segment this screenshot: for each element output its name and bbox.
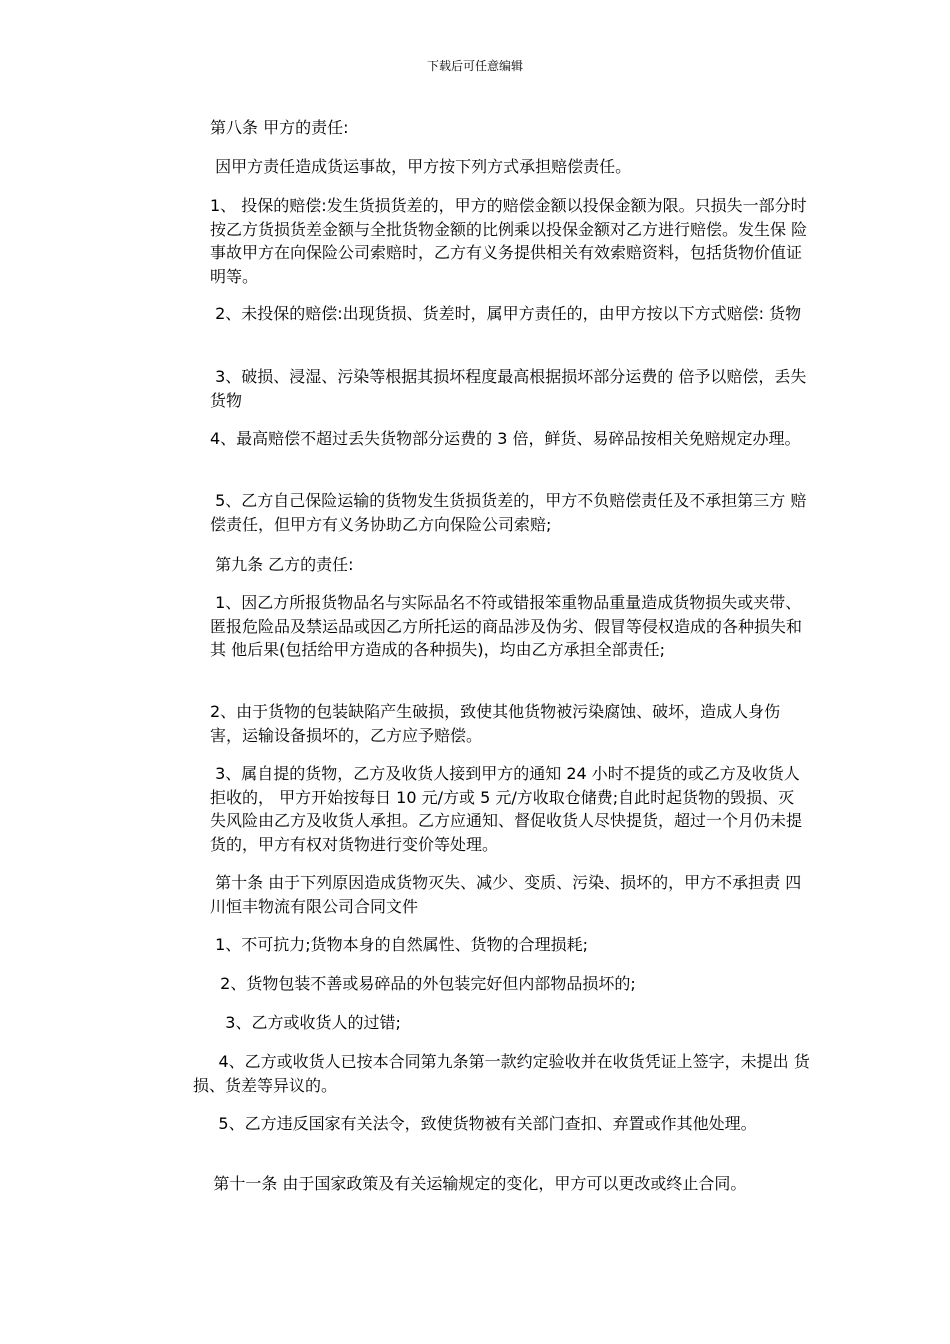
article-8-clause-4: 4、最高赔偿不超过丢失货物部分运费的 3 倍，鲜货、易碎品按相关免赔规定办理。 [210, 429, 801, 448]
article-9-clause-2: 2、由于货物的包装缺陷产生破损，致使其他货物被污染腐蚀、破坏，造成人身伤 害，运输设备损坏的，乙方应予赔偿。 [210, 702, 781, 745]
article-8-clause-3: 3、破损、浸湿、污染等根据其损坏程度最高根据损坏部分运费的 倍予以赔偿，丢失货物 [210, 367, 807, 410]
article-11-title: 第十一条 由于国家政策及有关运输规定的变化，甲方可以更改或终止合同。 [193, 1174, 747, 1193]
article-10-clause-1: 1、不可抗力;货物本身的自然属性、货物的合理损耗; [210, 935, 589, 954]
article-9-clause-3: 3、属自提的货物，乙方及收货人接到甲方的通知 24 小时不提货的或乙方及收货人 拒收的， 甲方开始按每日 10 元/方或 5 元/方收取仓储费;自此时起货物的毁损、灭失风险由乙方及收货人承担。乙方应通知、督促收货人尽快提货，超过一个月仍未提 货的，甲方有权对货物进行变价等处理。 [210, 764, 808, 854]
article-10-clause-4: 4、乙方或收货人已按本合同第九条第一款约定验收并在收货凭证上签字，未提出 货损、货差等异议的。 [193, 1052, 810, 1095]
article-8-clause-5: 5、乙方自己保险运输的货物发生货损货差的，甲方不负赔偿责任及不承担第三方 赔偿责任，但甲方有义务协助乙方向保险公司索赔; [210, 491, 807, 534]
article-8-intro: 因甲方责任造成货运事故，甲方按下列方式承担赔偿责任。 [210, 157, 632, 176]
article-8-clause-2: 2、未投保的赔偿:出现货损、货差时，属甲方责任的，由甲方按以下方式赔偿: 货物 [210, 304, 802, 323]
article-10-title: 第十条 由于下列原因造成货物灭失、减少、变质、污染、损坏的，甲方不承担责 四川恒丰物流有限公司合同文件 [210, 873, 802, 916]
page-header: 下载后可任意编辑 [426, 59, 523, 73]
article-10-clause-3: 3、乙方或收货人的过错; [210, 1013, 401, 1032]
article-8-clause-1: 1、 投保的赔偿:发生货损货差的，甲方的赔偿金额以投保金额为限。只损失一部分时按乙方货损货差金额与全批货物金额的比例乘以投保金额对乙方进行赔偿。发生保 险事故甲方在向保险公司索赔时，乙方有义务提供相关有效索赔资料，包括货物价值证明等。 [210, 196, 808, 286]
article-9-clause-1: 1、因乙方所报货物品名与实际品名不符或错报笨重物品重量造成货物损失或夹带、 匿报危险品及禁运品或因乙方所托运的商品涉及伪劣、假冒等侵权造成的各种损失和其 他后果(包括给甲方造成的各种损失)，均由乙方承担全部责任; [210, 593, 807, 659]
article-10-clause-2: 2、货物包装不善或易碎品的外包装完好但内部物品损坏的; [210, 974, 636, 993]
article-8-title: 第八条 甲方的责任: [210, 118, 349, 137]
article-10-clause-5: 5、乙方违反国家有关法令，致使货物被有关部门查扣、弃置或作其他处理。 [193, 1114, 757, 1133]
article-9-title: 第九条 乙方的责任: [210, 555, 354, 574]
